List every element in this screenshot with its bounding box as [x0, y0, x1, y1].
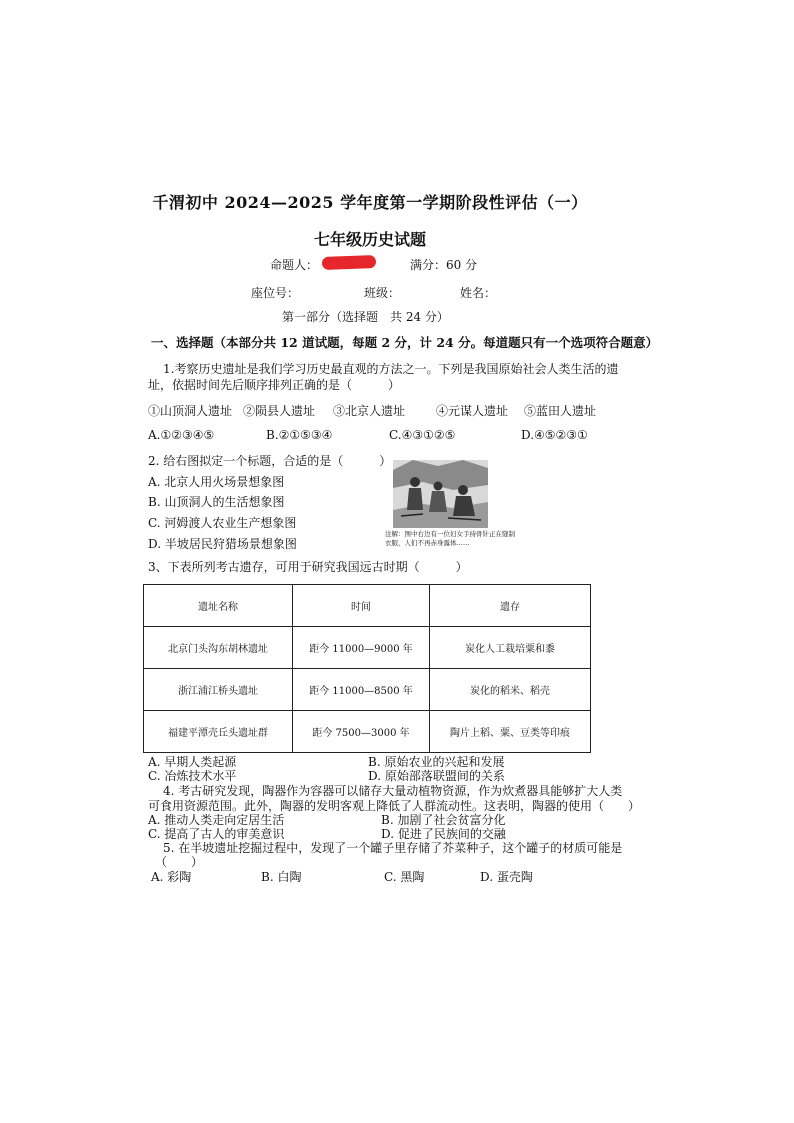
q4-line1: 4. 考古研究发现，陶器作为容器可以储存大量动植物资源，作为炊煮器具能够扩大人类: [163, 784, 623, 798]
q5-option-a: A. 彩陶: [151, 870, 192, 884]
q4-option-c: C. 提高了古人的审美意识: [148, 827, 285, 841]
table-cell: 北京门头沟东胡林遗址: [144, 627, 293, 669]
q2-option-b: B. 山顶洞人的生活想象图: [148, 495, 285, 509]
table-cell: 距今 7500—3000 年: [293, 711, 430, 753]
table-row: [144, 627, 591, 669]
class-label: 班级：: [364, 286, 401, 300]
table-row: [144, 669, 591, 711]
q1-option-a: A.①②③④⑤: [148, 428, 215, 442]
q1-option-b: B.②①⑤③④: [266, 428, 333, 442]
q1-site-5: ⑤蓝田人遗址: [524, 404, 597, 418]
q1-line1: 1.考察历史遗址是我们学习历史最直观的方法之一。下列是我国原始社会人类生活的遗: [163, 362, 619, 376]
table-cell: 陶片上稻、粟、豆类等印痕: [430, 711, 591, 753]
q2-stem: 2. 给右图拟定一个标题，合适的是（ ）: [148, 454, 392, 468]
table-cell: 距今 11000—9000 年: [293, 627, 430, 669]
table-cell: 距今 11000—8500 年: [293, 669, 430, 711]
q1-line2: 址，依据时间先后顺序排列正确的是（ ）: [148, 378, 401, 392]
q1-site-1: ①山顶洞人遗址: [148, 404, 233, 418]
score-label: 满分：60 分: [410, 258, 478, 272]
table-cell: 福建平潭壳丘头遗址群: [144, 711, 293, 753]
table-row: [144, 711, 591, 753]
q3-stem: 3、下表所列考古遗存，可用于研究我国远古时期（ ）: [148, 560, 468, 574]
table-header-relics: 遗存: [430, 585, 591, 627]
part-heading: 第一部分（选择题 共 24 分）: [282, 310, 449, 324]
name-label: 姓名：: [460, 286, 497, 300]
exam-subtitle: 七年级历史试题: [313, 230, 426, 249]
primitive-people-illustration: [393, 460, 488, 528]
q5-option-c: C. 黑陶: [384, 870, 425, 884]
table-cell: 浙江浦江桥头遗址: [144, 669, 293, 711]
q5-option-d: D. 蛋壳陶: [480, 870, 533, 884]
q4-option-a: A. 推动人类走向定居生活: [148, 813, 285, 827]
table-row: [144, 585, 591, 627]
q4-option-d: D. 促进了民族间的交融: [381, 827, 506, 841]
q3-option-c: C. 冶炼技术水平: [148, 769, 237, 783]
table-cell: 炭化的稻米、稻壳: [430, 669, 591, 711]
q1-option-c: C.④③①②⑤: [389, 428, 456, 442]
table-header-time: 时间: [293, 585, 430, 627]
q1-site-2: ②陨县人遗址: [243, 404, 316, 418]
q3-option-a: A. 早期人类起源: [148, 755, 237, 769]
q1-site-3: ③北京人遗址: [333, 404, 406, 418]
q5-option-b: B. 白陶: [261, 870, 302, 884]
q1-option-d: D.④⑤②③①: [521, 428, 588, 442]
redaction-mark: [322, 255, 376, 270]
q4-option-b: B. 加剧了社会贫富分化: [381, 813, 506, 827]
q2-option-d: D. 半坡居民狩猎场景想象图: [148, 537, 297, 551]
seat-label: 座位号：: [251, 286, 300, 300]
q3-option-b: B. 原始农业的兴起和发展: [368, 755, 505, 769]
q4-line2: 可食用资源范围。此外，陶器的发明客观上降低了人群流动性。这表明，陶器的使用（ ）: [148, 799, 641, 813]
author-label: 命题人：: [270, 258, 319, 272]
illustration-caption: 注解：图中右边有一位妇女手持骨针正在缝制衣服，人们不再赤身露体……: [385, 530, 515, 547]
exam-title: 千渭初中 2024—2025 学年度第一学期阶段性评估（一）: [152, 193, 588, 212]
relics-table: [143, 584, 591, 753]
q2-option-c: C. 河姆渡人农业生产想象图: [148, 516, 297, 530]
table-cell: 炭化人工栽培粟和黍: [430, 627, 591, 669]
section-heading: 一、选择题（本部分共 12 道试题，每题 2 分，计 24 分。每道题只有一个选项符合题意）: [151, 335, 659, 350]
q5-line1: 5. 在半坡遗址挖掘过程中，发现了一个罐子里存储了芥菜种子，这个罐子的材质可能是: [163, 841, 623, 855]
q1-site-4: ④元谋人遗址: [436, 404, 509, 418]
q5-line2: （ ）: [155, 855, 204, 869]
q3-option-d: D. 原始部落联盟间的关系: [368, 769, 505, 783]
table-header-site: 遗址名称: [144, 585, 293, 627]
q2-option-a: A. 北京人用火场景想象图: [148, 475, 285, 489]
